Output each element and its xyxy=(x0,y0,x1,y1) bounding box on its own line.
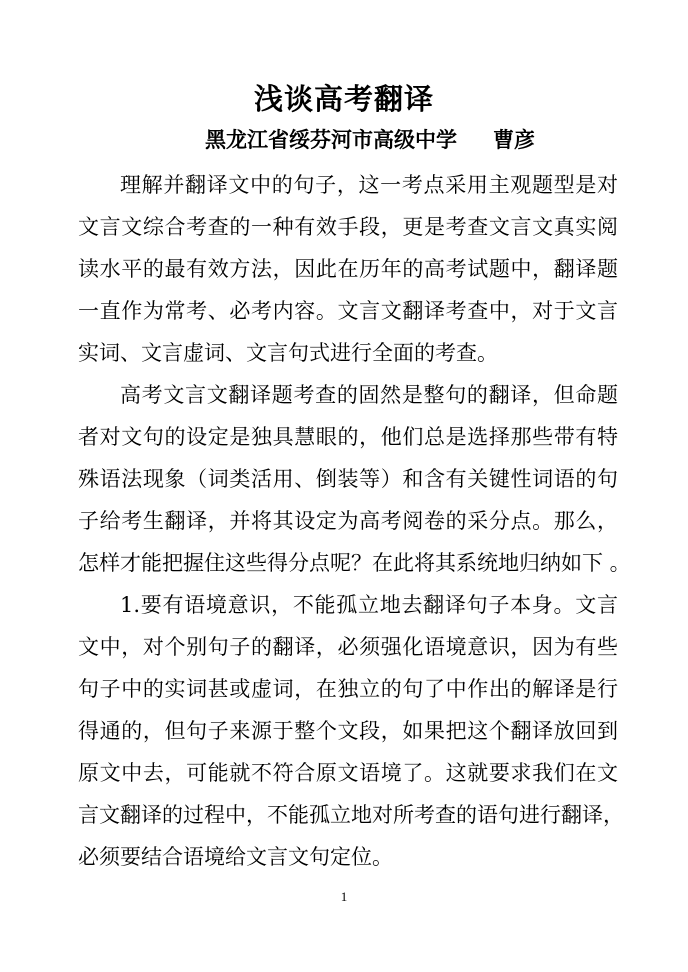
author-name: 曹彦 xyxy=(493,127,535,152)
document-body xyxy=(78,164,631,878)
byline xyxy=(205,125,535,155)
text-line: 一直作为常考、必考内容。文言文翻译考查中，对于文言 xyxy=(78,299,618,323)
text-line: 者对文句的设定是独具慧眼的，他们总是选择那些带有特 xyxy=(78,425,618,449)
paragraph xyxy=(78,374,631,584)
text-line: 读水平的最有效方法，因此在历年的高考试题中，翻译题 xyxy=(78,257,618,281)
text-line: 文言文综合考查的一种有效手段，更是考查文言文真实阅 xyxy=(78,215,618,239)
text-line: 实词、文言虚词、文言句式进行全面的考查。 xyxy=(78,341,498,365)
text-line: 殊语法现象（词类活用、倒装等）和含有关键性词语的句 xyxy=(78,467,618,491)
paragraph xyxy=(78,164,618,374)
author-affiliation: 黑龙江省绥芬河市高级中学 xyxy=(205,127,457,152)
text-line: 文中，对个别句子的翻译，必须强化语境意识，因为有些 xyxy=(78,635,618,659)
text-line: 子给考生翻译，并将其设定为高考阅卷的采分点。那么， xyxy=(78,509,618,533)
text-line: 得通的，但句子来源于整个文段，如果把这个翻译放回到 xyxy=(78,719,618,743)
text-line: 句子中的实词甚或虚词，在独立的句了中作出的解译是行 xyxy=(78,677,618,701)
page-number: 1 xyxy=(340,889,348,904)
text-line: 1.要有语境意识，不能孤立地去翻译句子本身。文言 xyxy=(120,593,618,617)
text-line: 言文翻译的过程中，不能孤立地对所考查的语句进行翻译， xyxy=(78,803,624,827)
document-title: 浅谈高考翻译 xyxy=(253,82,434,116)
text-line: 怎样才能把握住这些得分点呢？在此将其系统地归纳如下 。 xyxy=(78,551,631,575)
text-line: 原文中去，可能就不符合原文语境了。这就要求我们在文 xyxy=(78,761,618,785)
paragraph xyxy=(78,584,624,878)
text-line: 必须要结合语境给文言文句定位。 xyxy=(78,845,393,869)
text-line: 理解并翻译文中的句子，这一考点采用主观题型是对 xyxy=(120,173,618,197)
text-line: 高考文言文翻译题考查的固然是整句的翻译，但命题 xyxy=(120,383,618,407)
